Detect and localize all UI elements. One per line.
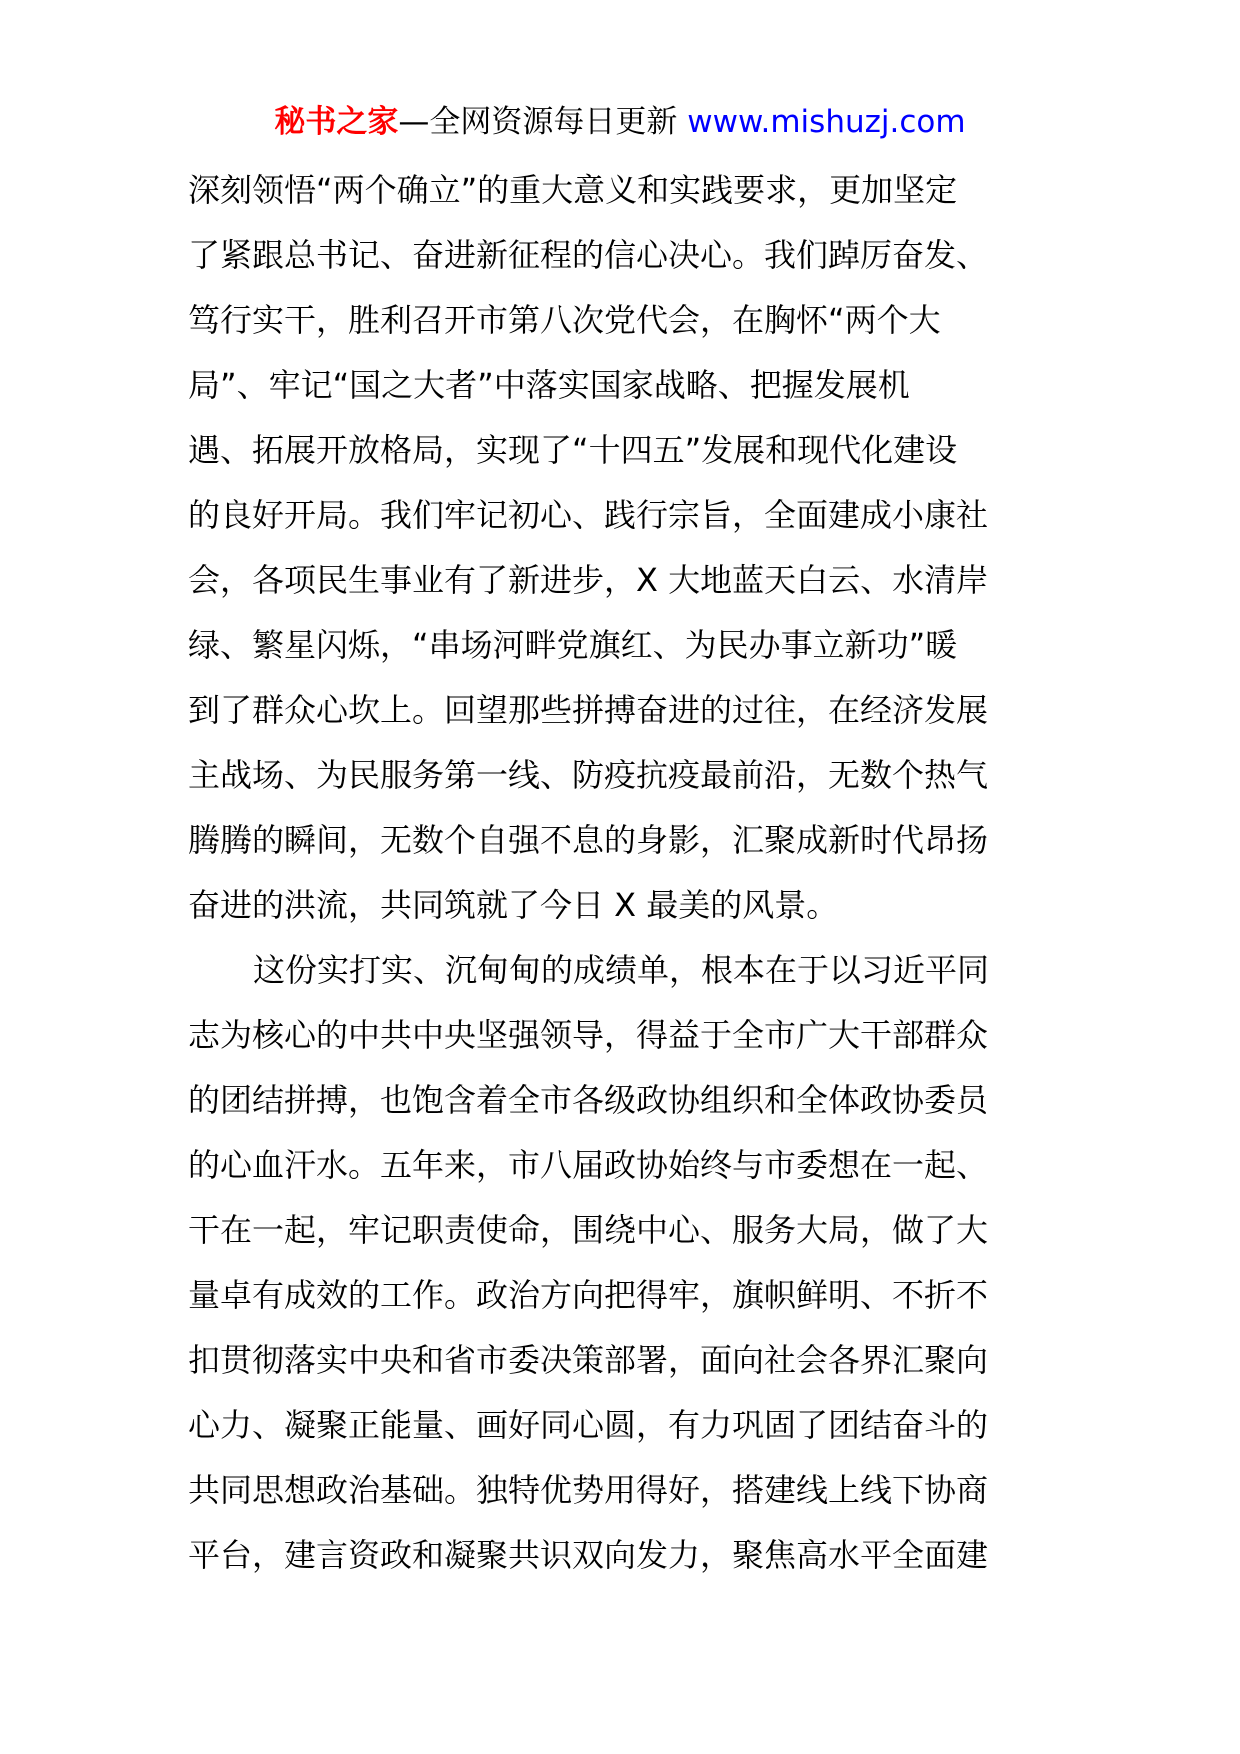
text-line: 量卓有成效的工作。政治方向把得牢，旗帜鲜明、不折不: [188, 1276, 989, 1314]
text-line: 的团结拼搏，也饱含着全市各级政协组织和全体政协委员: [188, 1081, 989, 1119]
watermark-header: [0, 100, 1240, 144]
text-line: 干在一起，牢记职责使命，围绕中心、服务大局，做了大: [188, 1211, 989, 1249]
text-line: 深刻领悟“两个确立”的重大意义和实践要求，更加坚定: [188, 171, 958, 209]
brand-name: 秘书之家: [274, 104, 399, 140]
text-line: 到了群众心坎上。回望那些拼搏奋进的过往，在经济发展: [188, 691, 989, 729]
text-line: 主战场、为民服务第一线、防疫抗疫最前沿，无数个热气: [188, 756, 989, 794]
text-line: 笃行实干，胜利召开市第八次党代会，在胸怀“两个大: [188, 301, 941, 339]
text-line: 了紧跟总书记、奋进新征程的信心决心。我们踔厉奋发、: [188, 236, 989, 274]
text-line: 局”、牢记“国之大者”中落实国家战略、把握发展机: [188, 366, 910, 404]
document-body: [188, 158, 1060, 1588]
text-line: 共同思想政治基础。独特优势用得好，搭建线上线下协商: [188, 1471, 989, 1509]
text-line: 的心血汗水。五年来，市八届政协始终与市委想在一起、: [188, 1146, 989, 1184]
text-line: 心力、凝聚正能量、画好同心圆，有力巩固了团结奋斗的: [188, 1406, 989, 1444]
text-line: 的良好开局。我们牢记初心、践行宗旨，全面建成小康社: [188, 496, 989, 534]
text-line: 扣贯彻落实中央和省市委决策部署，面向社会各界汇聚向: [188, 1341, 989, 1379]
text-line: 会，各项民生事业有了新进步，X 大地蓝天白云、水清岸: [188, 561, 989, 599]
text-line: 奋进的洪流，共同筑就了今日 X 最美的风景。: [188, 886, 839, 924]
header-dash: —: [398, 104, 430, 140]
text-line: 志为核心的中共中央坚强领导，得益于全市广大干部群众: [188, 1016, 989, 1054]
text-line: 腾腾的瞬间，无数个自强不息的身影，汇聚成新时代昂扬: [188, 821, 989, 859]
text-line: 绿、繁星闪烁，“串场河畔党旗红、为民办事立新功”暖: [188, 626, 958, 664]
site-url-link[interactable]: www.mishuzj.com: [687, 104, 966, 140]
paragraph-first-line: 这份实打实、沉甸甸的成绩单，根本在于以习近平同: [253, 951, 990, 989]
text-line: 遇、拓展开放格局，实现了“十四五”发展和现代化建设: [188, 431, 958, 469]
text-line: 平台，建言资政和凝聚共识双向发力，聚焦高水平全面建: [188, 1536, 989, 1574]
header-tagline: 全网资源每日更新: [429, 104, 678, 140]
